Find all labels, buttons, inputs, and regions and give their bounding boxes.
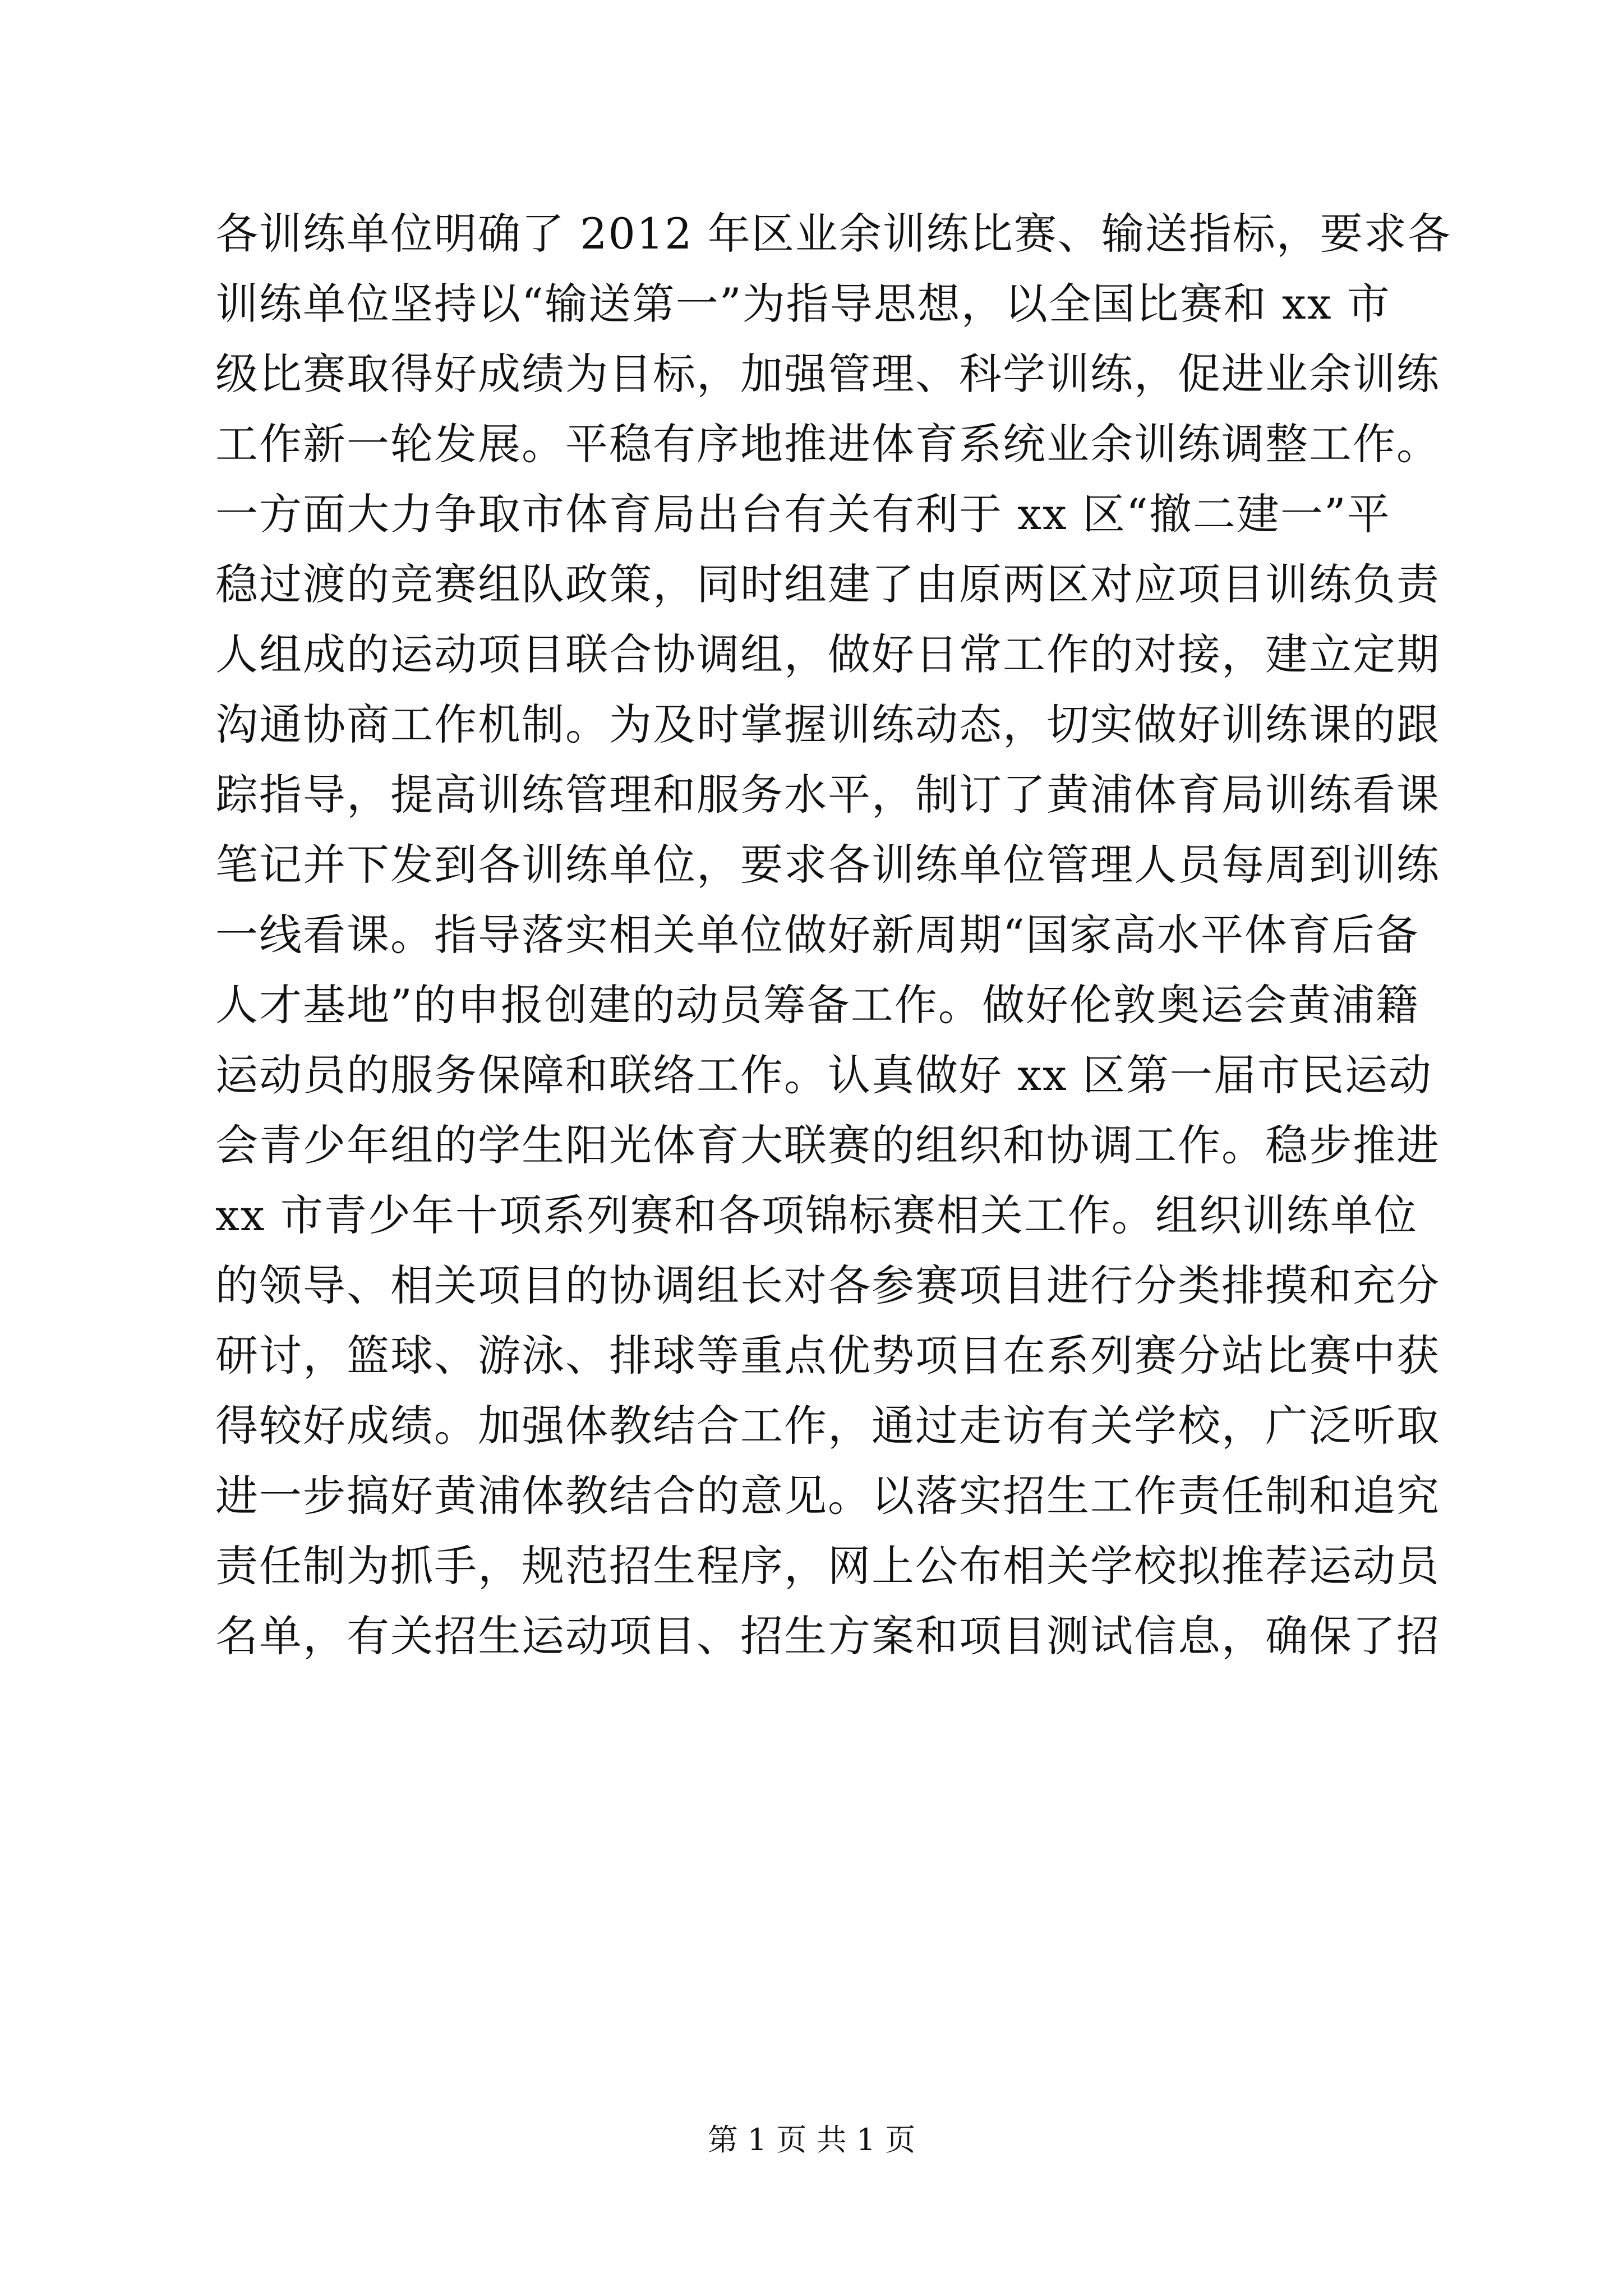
text-line: 名单，有关招生运动项目、招生方案和项目测试信息，确保了招: [215, 1611, 1440, 1661]
text-line: 得较好成绩。加强体教结合工作，通过走访有关学校，广泛听取: [215, 1401, 1440, 1451]
text-line: 会青少年组的学生阳光体育大联赛的组织和协调工作。稳步推进: [215, 1120, 1440, 1170]
text-line: 一线看课。指导落实相关单位做好新周期“国家高水平体育后备: [215, 910, 1419, 960]
text-line: 研讨，篮球、游泳、排球等重点优势项目在系列赛分站比赛中获: [215, 1331, 1440, 1381]
text-line: 一方面大力争取市体育局出台有关有利于 xx 区“撤二建一”平: [215, 489, 1391, 539]
text-line: 的领导、相关项目的协调组长对各参赛项目进行分类排摸和充分: [215, 1260, 1440, 1310]
text-line: 人才基地”的申报创建的动员筹备工作。做好伦敦奥运会黄浦籍: [215, 980, 1419, 1030]
text-line: 各训练单位明确了 2012 年区业余训练比赛、输送指标，要求各: [215, 209, 1451, 259]
text-line: 笔记并下发到各训练单位，要求各训练单位管理人员每周到训练: [215, 840, 1440, 890]
text-line: 责任制为抓手，规范招生程序，网上公布相关学校拟推荐运动员: [215, 1541, 1440, 1591]
text-line: 级比赛取得好成绩为目标，加强管理、科学训练，促进业余训练: [215, 349, 1440, 399]
text-line: 训练单位坚持以“输送第一”为指导思想，以全国比赛和 xx 市: [215, 279, 1391, 329]
page-footer: 第 1 页 共 1 页: [707, 2122, 916, 2157]
text-line: 进一步搞好黄浦体教结合的意见。以落实招生工作责任制和追究: [215, 1471, 1440, 1521]
text-line: 工作新一轮发展。平稳有序地推进体育系统业余训练调整工作。: [215, 419, 1440, 469]
text-line: 运动员的服务保障和联络工作。认真做好 xx 区第一届市民运动: [215, 1050, 1433, 1100]
text-line: 沟通协商工作机制。为及时掌握训练动态，切实做好训练课的跟: [215, 700, 1440, 749]
text-line: 踪指导，提高训练管理和服务水平，制订了黄浦体育局训练看课: [215, 770, 1440, 820]
text-line: 人组成的运动项目联合协调组，做好日常工作的对接，建立定期: [215, 629, 1440, 679]
text-line: xx 市青少年十项系列赛和各项锦标赛相关工作。组织训练单位: [215, 1190, 1418, 1240]
text-line: 稳过渡的竞赛组队政策，同时组建了由原两区对应项目训练负责: [215, 559, 1440, 609]
